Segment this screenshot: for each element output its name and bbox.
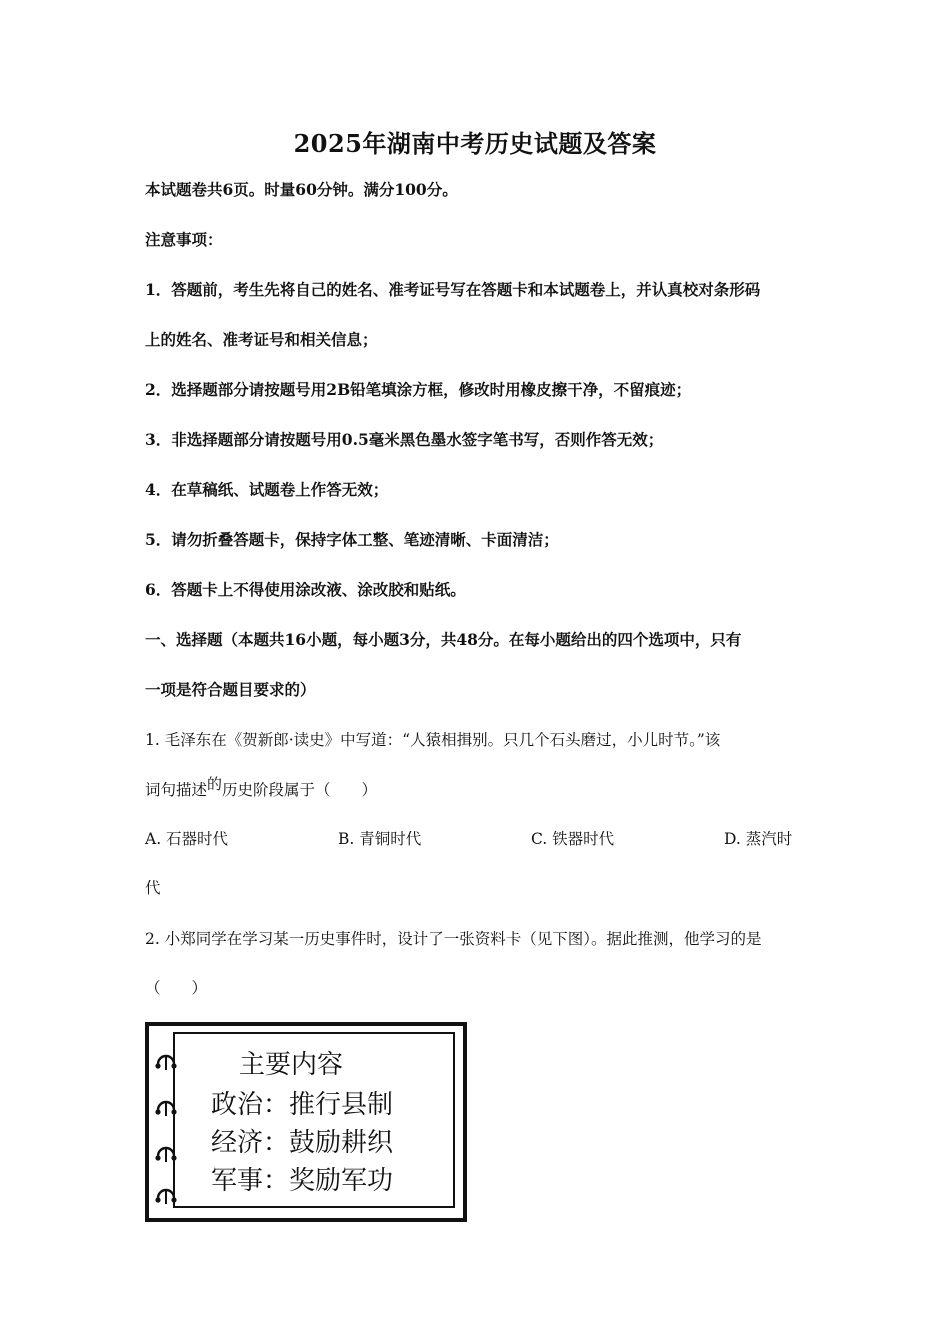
question-2-stem-cont: （ ） — [145, 979, 208, 997]
question-1-stem-cont — [145, 775, 378, 800]
note-item-6: 6．答题卡上不得使用涂改液、涂改胶和贴纸。 — [145, 580, 466, 599]
note-item-2: 2．选择题部分请按题号用2B铅笔填涂方框，修改时用橡皮擦干净，不留痕迹； — [145, 380, 692, 399]
card-row-economy: 经济：鼓励耕织 — [211, 1128, 394, 1158]
card-row-politics: 政治：推行县制 — [211, 1090, 394, 1120]
note-item-5: 5．请勿折叠答题卡，保持字体工整、笔迹清晰、卡面清洁； — [145, 530, 559, 549]
card-heading: 主要内容 — [239, 1050, 344, 1080]
binder-ring-icon — [155, 1096, 177, 1118]
question-1-option-a: A. 石器时代 — [145, 830, 229, 848]
note-item-1: 1．答题前，考生先将自己的姓名、准考证号写在答题卡和本试题卷上，并认真校对条形码 — [145, 280, 761, 299]
question-2-stem: 2. 小郑同学在学习某一历史事件时，设计了一张资料卡（见下图）。据此推测，他学习的是 — [145, 930, 762, 948]
binder-ring-icon — [155, 1142, 177, 1164]
info-card-figure — [145, 1022, 467, 1222]
question-1-option-b: B. 青铜时代 — [338, 830, 422, 848]
question-1-stem-part-a: 词句描述 — [145, 781, 208, 799]
note-item-1-cont: 上的姓名、准考证号和相关信息； — [145, 330, 378, 349]
question-1-option-c: C. 铁器时代 — [531, 830, 615, 848]
section-heading: 一、选择题（本题共16小题，每小题3分，共48分。在每小题给出的四个选项中，只有 — [145, 630, 742, 649]
note-item-3: 3．非选择题部分请按题号用0.5毫米黑色墨水签字笔书写，否则作答无效； — [145, 430, 664, 449]
binder-ring-icon — [155, 1184, 177, 1206]
note-item-4: 4．在草稿纸、试题卷上作答无效； — [145, 480, 389, 499]
question-1-stem-part-b: 的 — [207, 775, 223, 793]
question-1-option-d-cont: 代 — [145, 879, 161, 897]
section-heading-cont: 一项是符合题目要求的） — [145, 680, 316, 699]
notes-heading: 注意事项： — [145, 230, 223, 249]
binder-ring-icon — [155, 1050, 177, 1072]
document-title: 2025年湖南中考历史试题及答案 — [293, 129, 657, 158]
card-row-military: 军事：奖励军功 — [211, 1166, 394, 1196]
question-1-stem: 1. 毛泽东在《贺新郎·读史》中写道：“人猿相揖别。只几个石头磨过，小儿时节。”该 — [145, 731, 721, 749]
question-1-stem-part-c: 历史阶段属于（ ） — [222, 781, 378, 799]
exam-info: 本试题卷共6页。时量60分钟。满分100分。 — [145, 180, 458, 199]
question-1-option-d: D. 蒸汽时 — [724, 830, 793, 848]
